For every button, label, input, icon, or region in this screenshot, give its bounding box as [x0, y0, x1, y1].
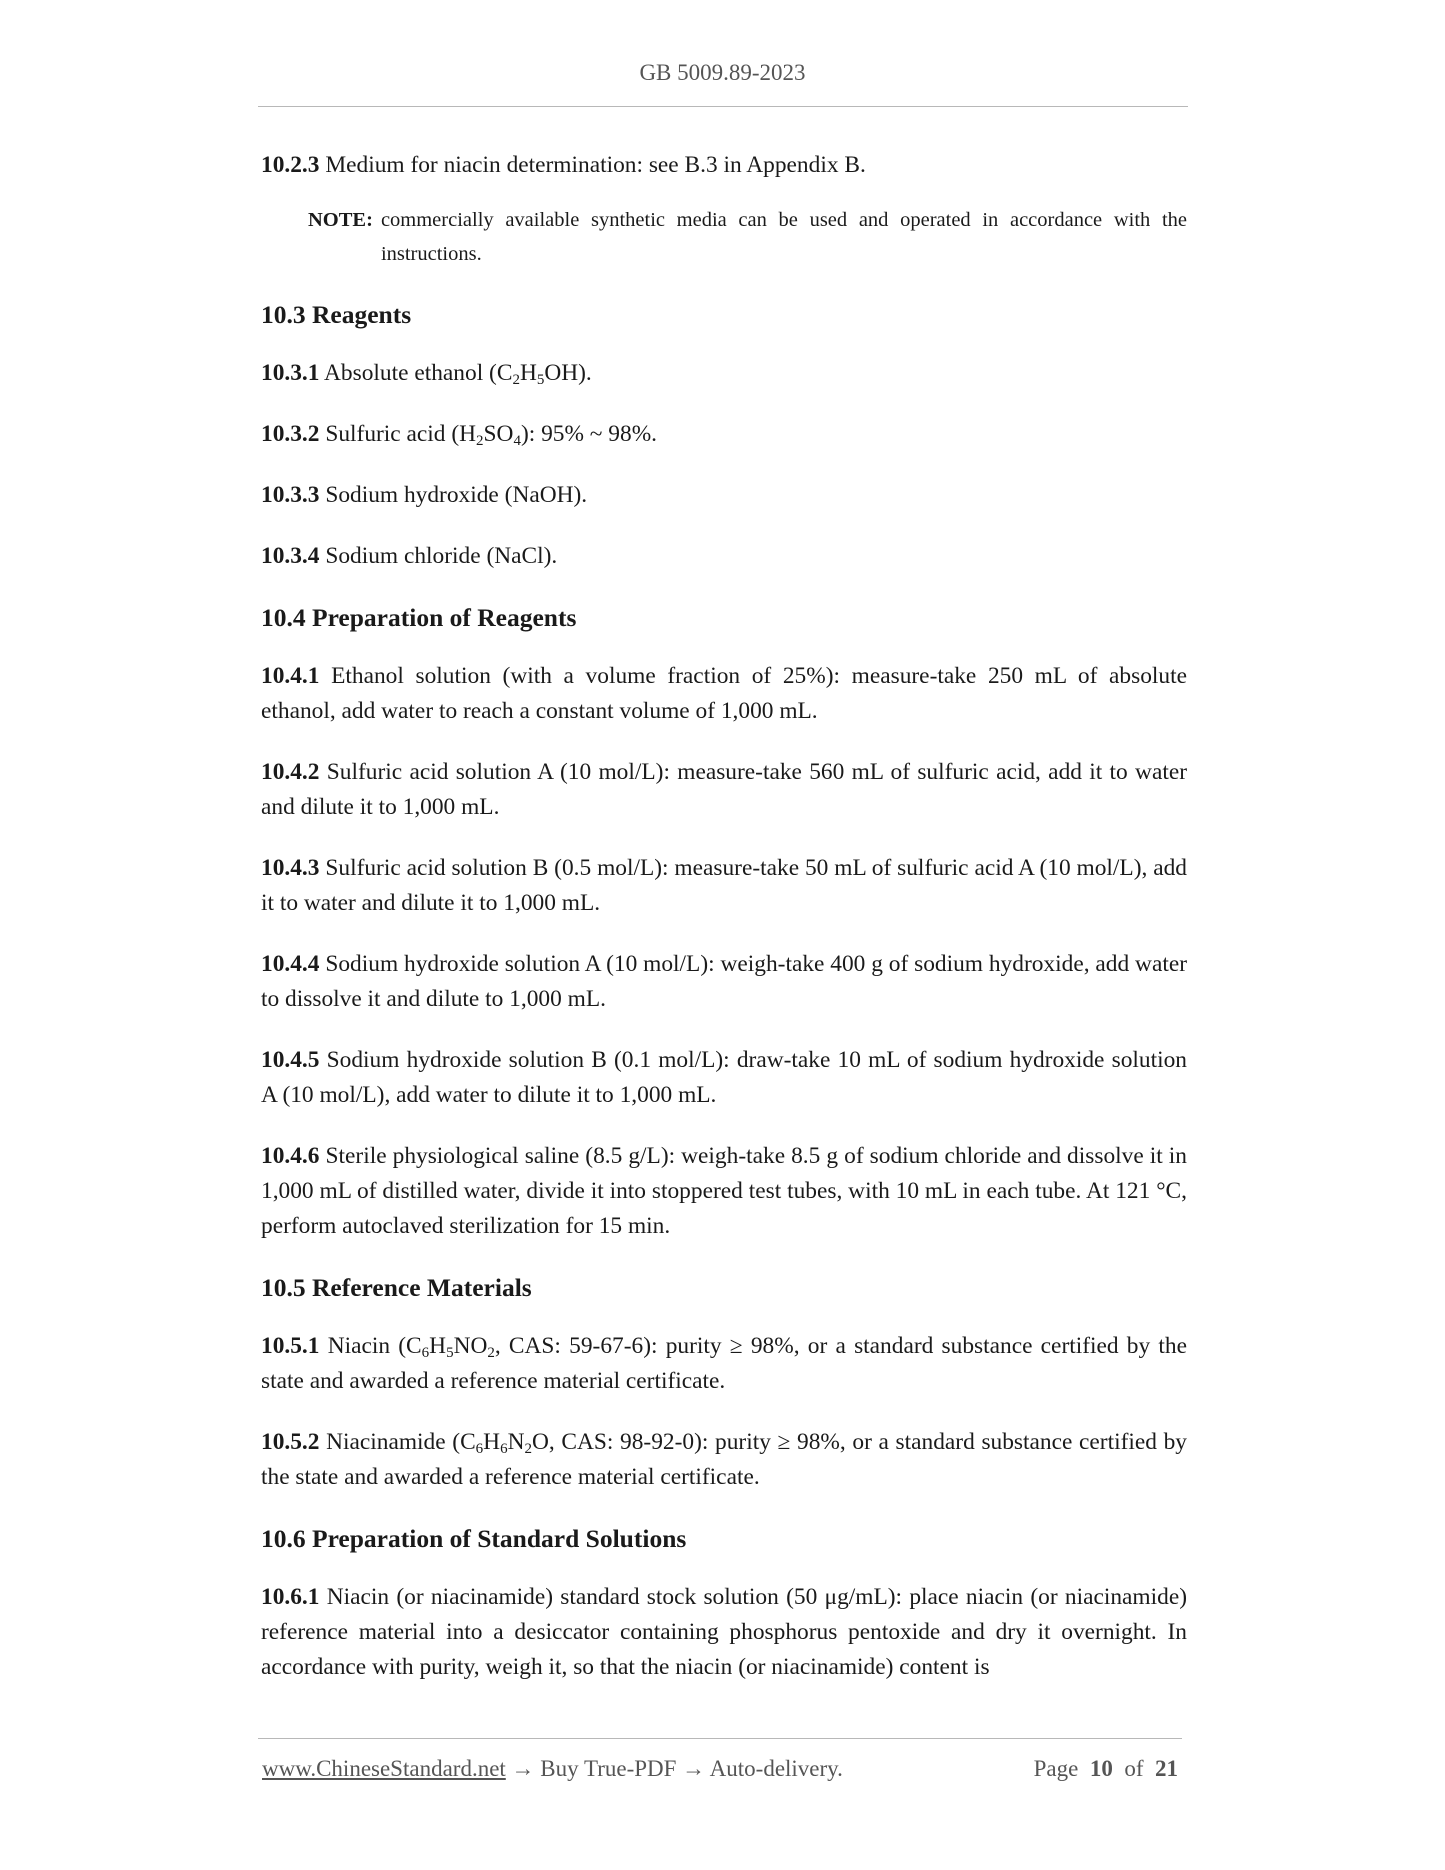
clause-10-2-3 — [261, 148, 1187, 183]
page-number: 10 — [1089, 1756, 1113, 1781]
clause-text: Niacin (or niacinamide) standard stock solution (50 μg/mL): place niacin (or niacinamide) reference material into a desiccator containing phosphorus pentoxide and dry it overnight. In accordance with purity, weigh it, so that the niacin (or niacinamide) content is — [261, 1584, 1187, 1680]
note-text: commercially available synthetic media can be used and operated in accordance with the instructions. — [380, 209, 1187, 265]
clause-text: Ethanol solution (with a volume fraction of 25%): measure-take 250 mL of absolute ethanol, add water to reach a constant volume of 1,000 mL. — [261, 663, 1187, 724]
clause-text: Sodium chloride (NaCl). — [319, 543, 558, 569]
clause-text: Sterile physiological saline (8.5 g/L): weigh-take 8.5 g of sodium chloride and dissolve it in 1,000 mL of distilled water, divide it into stoppered test tubes, with 10 mL in each tube. At 121 °C, perform autoclaved sterilization for 15 min. — [261, 1143, 1187, 1239]
subscript: 6 — [475, 1441, 484, 1457]
footer-divider — [258, 1738, 1182, 1739]
clause-text: Medium for niacin determination: see B.3 in Appendix B. — [319, 152, 866, 178]
footer-promo — [262, 1756, 843, 1782]
clause-text: H — [519, 360, 537, 386]
clause-10-5-2 — [261, 1425, 1187, 1495]
subscript: 4 — [513, 433, 521, 449]
of-word: of — [1124, 1756, 1144, 1781]
subscript: 5 — [536, 372, 545, 388]
clause-number: 10.3.2 — [261, 421, 320, 447]
clause-number: 10.4.3 — [261, 855, 320, 881]
clause-10-4-6 — [261, 1139, 1187, 1244]
clause-number: 10.4.2 — [261, 759, 320, 785]
clause-number: 10.4.6 — [261, 1143, 320, 1169]
clause-10-4-4 — [261, 947, 1187, 1017]
page-indicator — [1034, 1756, 1178, 1782]
clause-text: Sulfuric acid solution B (0.5 mol/L): measure-take 50 mL of sulfuric acid A (10 mol/L), add it to water and dilute it to 1,000 mL. — [261, 855, 1187, 916]
clause-number: 10.5.2 — [261, 1429, 320, 1455]
subscript: 2 — [487, 1345, 495, 1361]
clause-number: 10.3.4 — [261, 543, 320, 569]
clause-10-4-5 — [261, 1043, 1187, 1113]
promo-text: → Buy True-PDF → Auto-delivery. — [505, 1756, 843, 1781]
clause-text: OH). — [544, 360, 592, 386]
clause-text: Niacinamide (C — [319, 1429, 476, 1455]
page-footer — [262, 1756, 1182, 1788]
clause-number: 10.4.5 — [261, 1047, 320, 1073]
clause-text: H — [483, 1429, 501, 1455]
clause-number: 10.6.1 — [261, 1584, 320, 1610]
clause-10-5-1 — [261, 1329, 1187, 1399]
heading-10-4: 10.4 Preparation of Reagents — [261, 603, 577, 632]
heading-10-3: 10.3 Reagents — [261, 300, 412, 329]
clause-10-3-2 — [261, 417, 1187, 452]
heading-10-5: 10.5 Reference Materials — [261, 1273, 532, 1302]
clause-text: Sodium hydroxide (NaOH). — [319, 482, 588, 508]
clause-text: H — [429, 1333, 447, 1359]
clause-text: Niacin (C — [319, 1333, 422, 1359]
subscript: 5 — [446, 1345, 454, 1361]
subscript: 2 — [524, 1441, 532, 1457]
clause-10-3-1 — [261, 356, 1187, 391]
page-header: GB 5009.89-2023 — [639, 60, 806, 85]
header-divider — [258, 106, 1188, 107]
clause-text: O, CAS: 98-92-0): purity ≥ 98%, or a standard substance certified by the state and awarded a reference material certificate. — [261, 1429, 1187, 1490]
subscript: 6 — [421, 1345, 430, 1361]
clause-number: 10.3.3 — [261, 482, 320, 508]
clause-text: Absolute ethanol (C — [319, 360, 513, 386]
note-label: NOTE: — [308, 209, 373, 231]
document-body — [261, 148, 1187, 1711]
subscript: 2 — [476, 433, 484, 449]
clause-number: 10.3.1 — [261, 360, 320, 386]
clause-number: 10.4.4 — [261, 951, 320, 977]
clause-number: 10.5.1 — [261, 1333, 320, 1359]
clause-text: Sodium hydroxide solution A (10 mol/L): weigh-take 400 g of sodium hydroxide, add water to dissolve it and dilute to 1,000 mL. — [261, 951, 1187, 1012]
clause-text: SO — [483, 421, 514, 447]
clause-10-3-4 — [261, 539, 1187, 574]
note-block — [308, 203, 1187, 271]
clause-text: , CAS: 59-67-6): purity ≥ 98%, or a standard substance certified by the state and awarded a reference material certificate. — [261, 1333, 1187, 1394]
clause-number: 10.4.1 — [261, 663, 320, 689]
clause-text: Sulfuric acid solution A (10 mol/L): measure-take 560 mL of sulfuric acid, add it to water and dilute it to 1,000 mL. — [261, 759, 1187, 820]
clause-text: NO — [453, 1333, 488, 1359]
subscript: 2 — [512, 372, 520, 388]
page-total: 21 — [1155, 1756, 1178, 1781]
clause-number: 10.2.3 — [261, 152, 320, 178]
clause-10-4-3 — [261, 851, 1187, 921]
clause-text: Sulfuric acid (H — [319, 421, 477, 447]
site-link[interactable]: www.ChineseStandard.net — [262, 1756, 506, 1781]
clause-10-4-2 — [261, 755, 1187, 825]
page-word: Page — [1033, 1756, 1079, 1781]
clause-text: N — [507, 1429, 525, 1455]
heading-10-6: 10.6 Preparation of Standard Solutions — [261, 1524, 687, 1553]
clause-10-3-3 — [261, 478, 1187, 513]
clause-text: ): 95% ~ 98%. — [520, 421, 658, 447]
clause-10-6-1 — [261, 1580, 1187, 1685]
clause-text: Sodium hydroxide solution B (0.1 mol/L): draw-take 10 mL of sodium hydroxide solution A (10 mol/L), add water to dilute it to 1,000 mL. — [261, 1047, 1187, 1108]
subscript: 6 — [500, 1441, 508, 1457]
clause-10-4-1 — [261, 659, 1187, 729]
